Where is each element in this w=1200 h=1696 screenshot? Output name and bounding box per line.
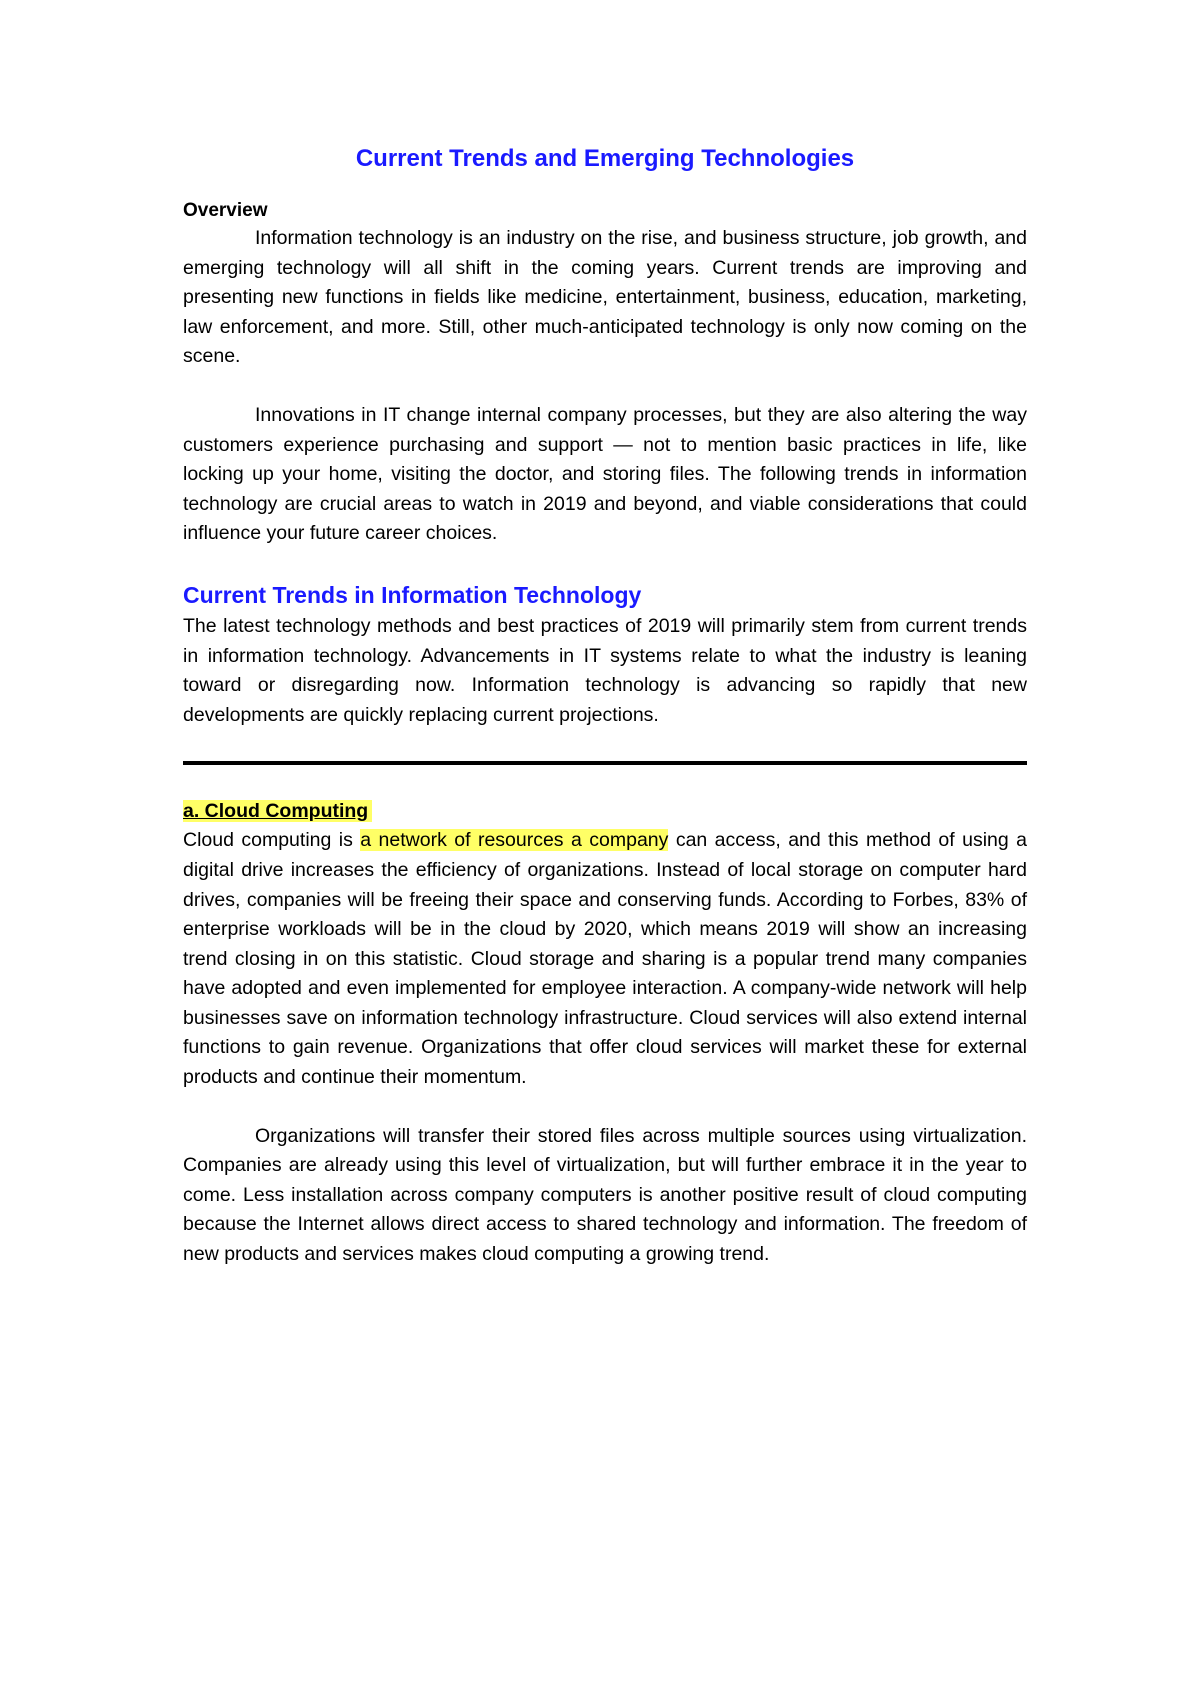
cloud-paragraph-1	[183, 826, 1027, 1092]
trends-paragraph: The latest technology methods and best practices of 2019 will primarily stem from current trends in information technology. Advancements in IT systems relate to what the industry is leaning toward or disregarding now. Information technology is advancing so rapidly that new developments are quickly replacing current projections.	[183, 614, 1027, 726]
paragraph-spacer	[183, 372, 1027, 401]
trends-heading: Current Trends in Information Technology	[183, 581, 642, 608]
cloud-computing-heading-text: a. Cloud Computing	[183, 800, 372, 822]
cloud-paragraph-2: Organizations will transfer their stored files across multiple sources using virtualization. Companies are already using this level of virtualization, but will further embrace it in the year to come. Less installation across company computers is another positive result of cloud computing because the Internet allows direct access to shared technology and information. The freedom of new products and services makes cloud computing a growing trend.	[183, 1124, 1027, 1266]
document-title: Current Trends and Emerging Technologies	[355, 145, 855, 172]
paragraph-spacer	[183, 549, 1027, 578]
document-page	[183, 142, 1027, 1270]
overview-heading: Overview	[183, 200, 268, 221]
overview-paragraph-1: Information technology is an industry on the rise, and business structure, job growth, and emerging technology will all shift in the coming years. Current trends are improving and presenting new functions in fields like medicine, entertainment, business, education, marketing, law enforcement, and more. Still, other much-anticipated technology is only now coming on the scene.	[183, 227, 1027, 368]
cloud-paragraph-1-rest: can access, and this method of using a digital drive increases the efficiency of organizations. Instead of local storage on computer hard drives, companies will be freeing their space and conserving funds. According to Forbes, 83% of enterprise workloads will be in the cloud by 2020, which means 2019 will show an increasing trend closing in on this statistic. Cloud storage and sharing is a popular trend many companies have adopted and even implemented for employee interaction. A company-wide network will help businesses save on information technology infrastructure. Cloud services will also extend internal functions to gain revenue. Organizations that offer cloud services will market these for external products and continue their momentum.	[183, 829, 1027, 1089]
paragraph-spacer	[183, 1093, 1027, 1122]
cloud-computing-heading	[183, 797, 1027, 826]
horizontal-rule	[183, 761, 1027, 765]
overview-paragraph-2: Innovations in IT change internal company processes, but they are also altering the way customers experience purchasing and support — not to mention basic practices in life, like locking up your home, visiting the doctor, and storing files. The following trends in information technology are crucial areas to watch in 2019 and beyond, and viable considerations that could influence your future career choices.	[183, 403, 1027, 545]
cloud-paragraph-1-lead: Cloud computing is	[183, 829, 361, 852]
highlighted-phrase: a network of resources a company	[360, 829, 669, 852]
